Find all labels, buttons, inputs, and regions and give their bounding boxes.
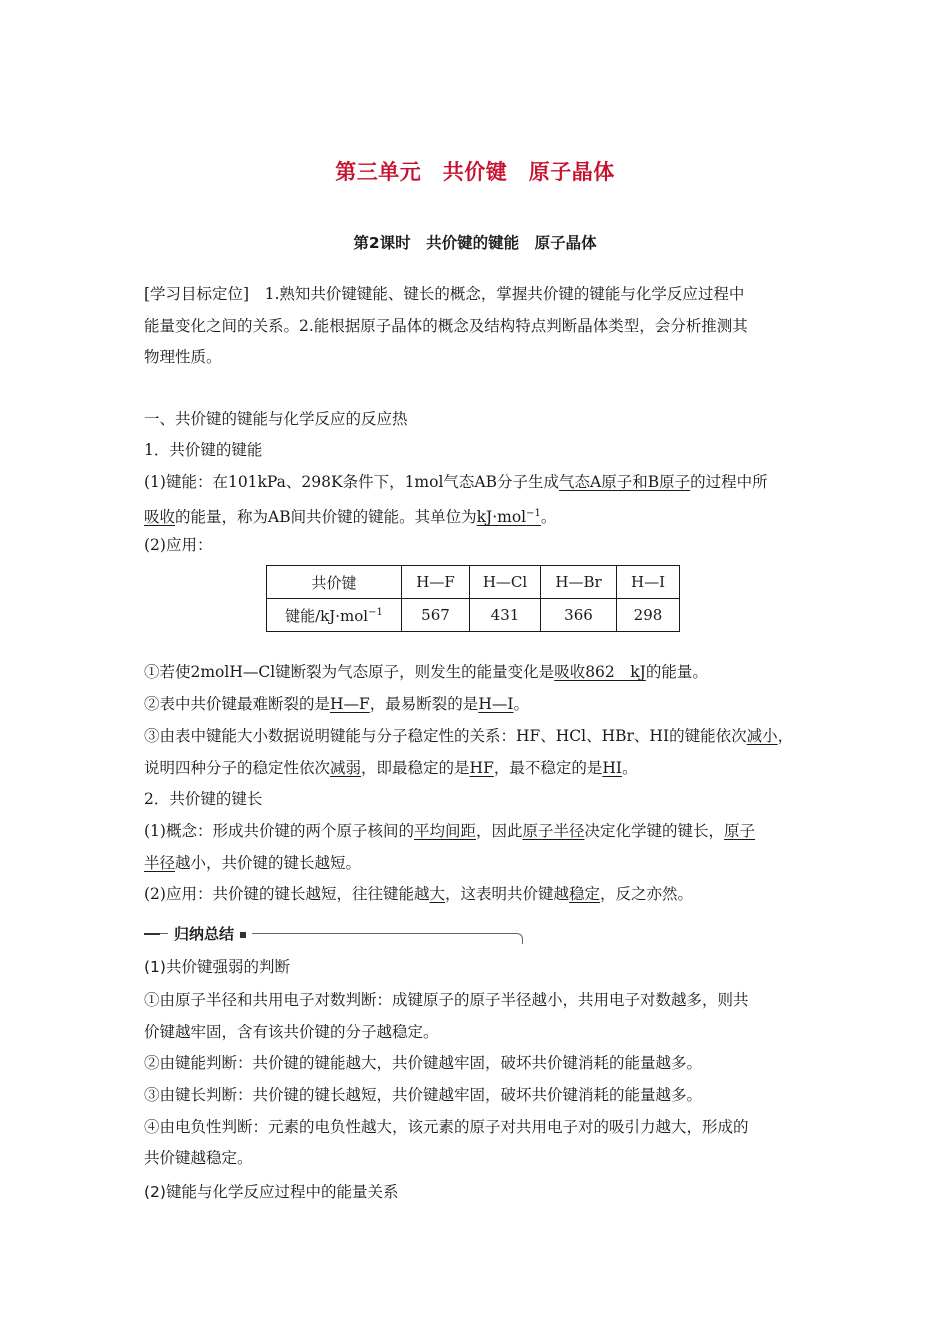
learning-goals-line-3: 物理性质。 bbox=[144, 348, 222, 366]
answer-blank: H—F bbox=[330, 695, 370, 713]
summary-point-3: ③由键长判断：共价键的键长越短，共价键越牢固，破坏共价键消耗的能量越多。 bbox=[144, 1086, 703, 1104]
question-1: ①若使2molH—Cl键断裂为气态原子，则发生的能量变化是吸收862 kJ的能量。 bbox=[144, 663, 708, 681]
answer-blank: HF bbox=[469, 759, 494, 777]
table-cell: 567 bbox=[402, 599, 470, 632]
summary-point-4-line-1: ④由电负性判断：元素的电负性越大，该元素的原子对共用电子对的吸引力越大，形成的 bbox=[144, 1118, 749, 1136]
application-label: (2)应用： bbox=[144, 536, 213, 554]
table-header-cell: 共价键 bbox=[267, 566, 402, 599]
answer-blank: 原子 bbox=[724, 822, 756, 840]
answer-blank: 半径 bbox=[144, 854, 176, 872]
summary-point-2: ②由键能判断：共价键的键能越大，共价键越牢固，破坏共价键消耗的能量越多。 bbox=[144, 1054, 703, 1072]
answer-blank: 原子半径 bbox=[522, 822, 585, 840]
bond-length-concept-line-1: (1)概念：形成共价键的两个原子核间的平均间距，因此原子半径决定化学键的键长，原子 bbox=[144, 822, 756, 840]
answer-blank: 减弱 bbox=[330, 759, 362, 777]
table-header-cell: H—F bbox=[402, 566, 470, 599]
table-header-cell: H—Cl bbox=[470, 566, 541, 599]
summary-point-1-line-1: ①由原子半径和共用电子对数判断：成键原子的原子半径越小，共用电子对数越多，则共 bbox=[144, 991, 749, 1009]
summary-label: 归纳总结 bbox=[168, 923, 252, 944]
learning-goals-line-2: 能量变化之间的关系。2.能根据原子晶体的概念及结构特点判断晶体类型，会分析推测其 bbox=[144, 317, 748, 335]
question-2: ②表中共价键最难断裂的是H—F，最易断裂的是H—I。 bbox=[144, 695, 529, 713]
subheading-bond-length: 2．共价键的键长 bbox=[144, 790, 263, 808]
table-row-label: 键能/kJ·mol$^{-1}$ bbox=[267, 599, 402, 632]
answer-blank: 大 bbox=[429, 885, 445, 903]
table-cell: 298 bbox=[617, 599, 680, 632]
answer-blank: 吸收 bbox=[144, 508, 176, 526]
bond-energy-definition-line-2: 吸收的能量，称为AB间共价键的键能。其单位为kJ·mol$^{-1}$。 bbox=[144, 508, 557, 526]
answer-blank: kJ·mol$^{-1}$ bbox=[476, 508, 541, 526]
answer-blank: 减小 bbox=[746, 727, 778, 745]
lesson-subtitle: 第2课时 共价键的键能 原子晶体 bbox=[353, 234, 597, 252]
question-3-line-2: 说明四种分子的稳定性依次减弱，即最稳定的是HF，最不稳定的是HI。 bbox=[144, 759, 638, 777]
table-cell: 431 bbox=[470, 599, 541, 632]
page-title: 第三单元 共价键 原子晶体 bbox=[335, 160, 615, 184]
bond-length-application: (2)应用：共价键的键长越短，往往键能越大，这表明共价键越稳定，反之亦然。 bbox=[144, 885, 694, 903]
table-header-cell: H—Br bbox=[541, 566, 617, 599]
table-row bbox=[267, 599, 680, 632]
learning-goals-line-1: [学习目标定位] 1.熟知共价键键能、键长的概念，掌握共价键的键能与化学反应过程中 bbox=[144, 285, 745, 303]
table-cell: 366 bbox=[541, 599, 617, 632]
bond-energy-definition-line-1: (1)键能：在101kPa、298K条件下，1mol气态AB分子生成气态A原子和B原子的过程中所 bbox=[144, 473, 768, 491]
summary-item-1-heading: (1)共价键强弱的判断 bbox=[144, 958, 290, 976]
summary-item-2-heading: (2)键能与化学反应过程中的能量关系 bbox=[144, 1183, 399, 1201]
answer-blank: H—I bbox=[478, 695, 514, 713]
summary-point-1-line-2: 价键越牢固，含有该共价键的分子越稳定。 bbox=[144, 1023, 439, 1041]
question-3-line-1: ③由表中键能大小数据说明键能与分子稳定性的关系：HF、HCl、HBr、HI的键能依次减小， bbox=[144, 727, 794, 745]
answer-blank: 吸收862 kJ bbox=[554, 663, 646, 681]
answer-blank: 平均间距 bbox=[413, 822, 476, 840]
section-heading: 一、共价键的键能与化学反应的反应热 bbox=[144, 410, 408, 428]
summary-point-4-line-2: 共价键越稳定。 bbox=[144, 1149, 253, 1167]
answer-blank: 气态A原子和B原子 bbox=[559, 473, 691, 491]
bond-energy-table bbox=[266, 565, 680, 632]
summary-dash bbox=[144, 933, 160, 935]
answer-blank: HI bbox=[602, 759, 622, 777]
summary-header bbox=[144, 921, 524, 945]
answer-blank: 稳定 bbox=[569, 885, 601, 903]
bond-length-concept-line-2: 半径越小，共价键的键长越短。 bbox=[144, 854, 362, 872]
table-header-cell: H—I bbox=[617, 566, 680, 599]
table-header-row bbox=[267, 566, 680, 599]
subheading-bond-energy: 1．共价键的键能 bbox=[144, 441, 263, 459]
